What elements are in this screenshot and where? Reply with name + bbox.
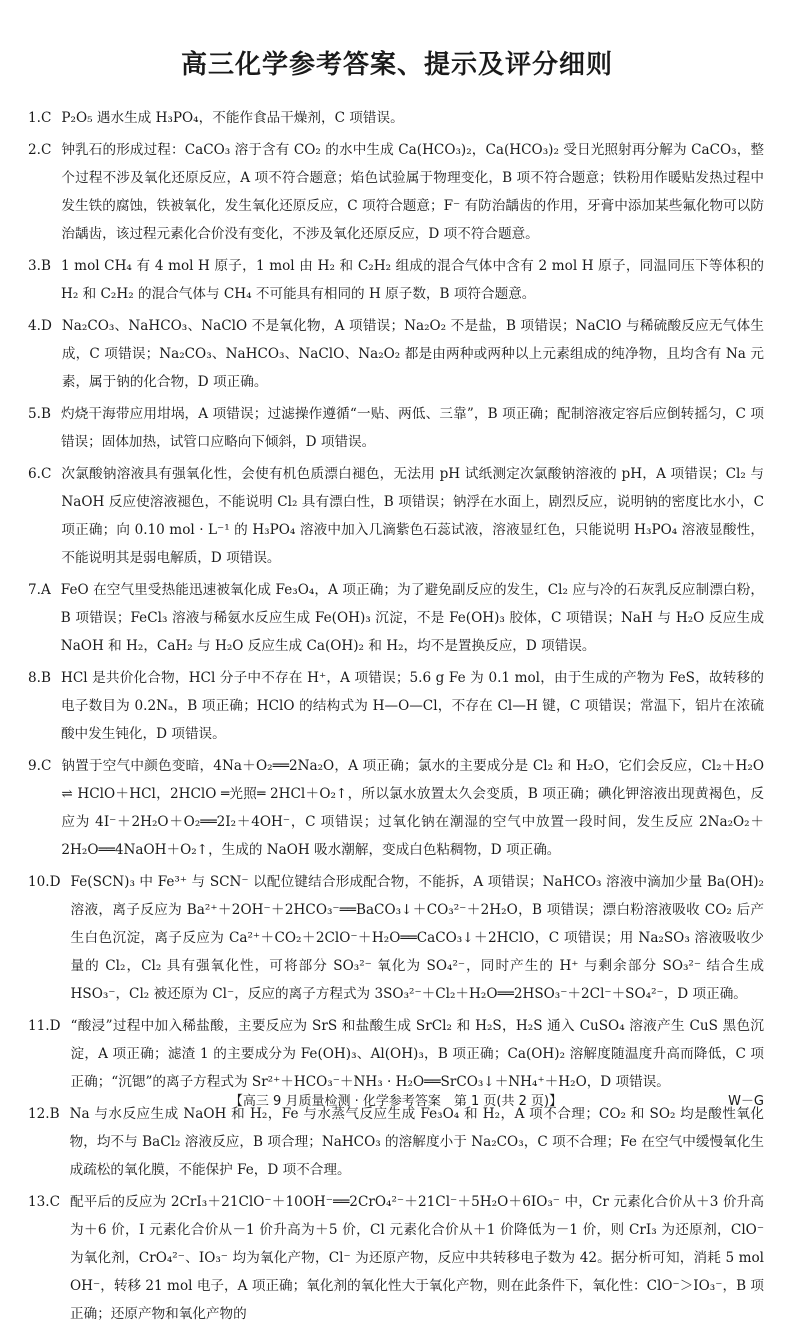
footer-page-info: 【高三 9 月质量检测 · 化学参考答案 第 1 页(共 2 页)】 <box>229 1094 563 1109</box>
answer-number: 4.D <box>28 318 52 334</box>
answer-item <box>28 1188 764 1328</box>
answer-number: 10.D <box>28 874 61 890</box>
answer-item <box>28 664 764 748</box>
answer-explanation: HCl 是共价化合物，HCl 分子中不存在 H⁺，A 项错误；5.6 g Fe 为 0.1 mol，由于生成的产物为 FeS，故转移的电子数目为 0.2Nₐ，B 项正确；HClO 的结构式为 H—O—Cl，不存在 Cl—H 键，C 项错误；常温下，铝片在浓硫酸中发生钝化，D 项错误。 <box>60 670 764 742</box>
answer-number: 8.B <box>28 670 51 686</box>
answer-item <box>28 1012 764 1096</box>
answer-number: 2.C <box>28 142 52 158</box>
answer-number: 9.C <box>28 758 52 774</box>
page-footer <box>28 1090 764 1114</box>
answer-number: 13.C <box>28 1194 61 1210</box>
answer-number: 6.C <box>28 466 52 482</box>
answer-explanation: 灼烧干海带应用坩埚，A 项错误；过滤操作遵循“一贴、两低、三靠”，B 项正确；配制溶液定容后应倒转摇匀，C 项错误；固体加热，试管口应略向下倾斜，D 项错误。 <box>60 406 764 450</box>
answer-item <box>28 136 764 248</box>
answer-item <box>28 868 764 1008</box>
answer-explanation: 钟乳石的形成过程：CaCO₃ 溶于含有 CO₂ 的水中生成 Ca(HCO₃)₂，Ca(HCO₃)₂ 受日光照射再分解为 CaCO₃，整个过程不涉及氧化还原反应，A 项不符合题意；焰色试验属于物理变化，B 项不符合题意；铁粉用作暖贴发热过程中发生铁的腐蚀，铁被氧化，发生氧化还原反应，C 项符合题意；F⁻ 有防治龋齿的作用，牙膏中添加某些氟化物可以防治龋齿，该过程元素化合价没有变化，不涉及氧化还原反应，D 项不符合题意。 <box>61 142 764 242</box>
answer-item <box>28 752 764 864</box>
answer-list <box>28 104 764 1332</box>
answer-explanation: 配平后的反应为 2CrI₃＋21ClO⁻＋10OH⁻══2CrO₄²⁻＋21Cl⁻＋5H₂O＋6IO₃⁻ 中，Cr 元素化合价从＋3 价升高为＋6 价，I 元素化合价从－1 价升高为＋5 价，Cl 元素化合价从＋1 价降低为－1 价，则 CrI₃ 为还原剂，ClO⁻ 为氧化剂，CrO₄²⁻、IO₃⁻ 均为氧化产物，Cl⁻ 为还原产物，反应中共转移电子数为 42。据分析可知，消耗 5 mol OH⁻，转移 21 mol 电子，A 项正确；氧化剂的氧化性大于氧化产物，则在此条件下，氧化性：ClO⁻＞IO₃⁻，B 项正确；还原产物和氧化产物的 <box>70 1194 764 1322</box>
answer-explanation: Na₂CO₃、NaHCO₃、NaClO 不是氧化物，A 项错误；Na₂O₂ 不是盐，B 项错误；NaClO 与稀硫酸反应无气体生成，C 项错误；Na₂CO₃、NaHCO₃、NaClO、Na₂O₂ 都是由两种或两种以上元素组成的纯净物，且均含有 Na 元素，属于钠的化合物，D 项正确。 <box>61 318 764 390</box>
answer-explanation: P₂O₅ 遇水生成 H₃PO₄，不能作食品干燥剂，C 项错误。 <box>61 110 404 126</box>
page-title: 高三化学参考答案、提示及评分细则 <box>180 50 613 80</box>
answer-number: 11.D <box>28 1018 61 1034</box>
answer-number: 1.C <box>28 110 52 126</box>
footer-code: W－G <box>728 1094 764 1109</box>
answer-explanation: 1 mol CH₄ 有 4 mol H 原子，1 mol 由 H₂ 和 C₂H₂ 组成的混合气体中含有 2 mol H 原子，同温同压下等体积的 H₂ 和 C₂H₂ 的混合气体与 CH₄ 不可能具有相同的 H 原子数，B 项符合题意。 <box>60 258 764 302</box>
answer-number: 7.A <box>28 582 51 598</box>
answer-item <box>28 312 764 396</box>
answer-item <box>28 104 764 132</box>
answer-explanation: “酸浸”过程中加入稀盐酸，主要反应为 SrS 和盐酸生成 SrCl₂ 和 H₂S，H₂S 通入 CuSO₄ 溶液产生 CuS 黑色沉淀，A 项正确；滤渣 1 的主要成分为 Fe(OH)₃、Al(OH)₃，B 项正确；Ca(OH)₂ 溶解度随温度升高而降低，C 项正确；“沉锶”的离子方程式为 Sr²⁺＋HCO₃⁻＋NH₃ · H₂O══SrCO₃↓＋NH₄⁺＋H₂O，D 项错误。 <box>70 1018 764 1090</box>
answer-explanation: 钠置于空气中颜色变暗，4Na＋O₂══2Na₂O，A 项正确；氯水的主要成分是 Cl₂ 和 H₂O，它们会反应，Cl₂＋H₂O ⇌ HClO＋HCl，2HClO ═光照═ 2HCl＋O₂↑，所以氯水放置太久会变质，B 项正确；碘化钾溶液出现黄褐色，反应为 4I⁻＋2H₂O＋O₂══2I₂＋4OH⁻，C 项错误；过氧化钠在潮湿的空气中放置一段时间，发生反应 2Na₂O₂＋2H₂O══4NaOH＋O₂↑，生成的 NaOH 吸水潮解，变成白色粘稠物，D 项正确。 <box>61 758 764 858</box>
answer-item <box>28 460 764 572</box>
answer-item <box>28 400 764 456</box>
answer-number: 5.B <box>28 406 51 422</box>
answer-explanation: Na 与水反应生成 NaOH 和 H₂，Fe 与水蒸气反应生成 Fe₃O₄ 和 H₂，A 项不合理；CO₂ 和 SO₂ 均是酸性氧化物，均不与 BaCl₂ 溶液反应，B 项合理；NaHCO₃ 的溶解度小于 Na₂CO₃，C 项不合理；Fe 在空气中缓慢氧化生成疏松的氧化膜，不能保护 Fe，D 项不合理。 <box>69 1106 764 1178</box>
answer-explanation: FeO 在空气里受热能迅速被氧化成 Fe₃O₄，A 项正确；为了避免副反应的发生，Cl₂ 应与冷的石灰乳反应制漂白粉，B 项错误；FeCl₃ 溶液与稀氨水反应生成 Fe(OH)₃ 沉淀，不是 Fe(OH)₃ 胶体，C 项错误；NaH 与 H₂O 反应生成 NaOH 和 H₂，CaH₂ 与 H₂O 反应生成 Ca(OH)₂ 和 H₂，均不是置换反应，D 项错误。 <box>60 582 764 654</box>
answer-item <box>28 252 764 308</box>
answer-number: 12.B <box>28 1106 60 1122</box>
answer-item <box>28 576 764 660</box>
answer-number: 3.B <box>28 258 51 274</box>
answer-explanation: 次氯酸钠溶液具有强氧化性，会使有机色质漂白褪色，无法用 pH 试纸测定次氯酸钠溶液的 pH，A 项错误；Cl₂ 与 NaOH 反应使溶液褪色，不能说明 Cl₂ 具有漂白性，B 项错误；钠浮在水面上，剧烈反应，说明钠的密度比水小，C 项正确；向 0.10 mol · L⁻¹ 的 H₃PO₄ 溶液中加入几滴紫色石蕊试液，溶液显红色，只能说明 H₃PO₄ 溶液显酸性，不能说明其是弱电解质，D 项错误。 <box>61 466 764 566</box>
answer-explanation: Fe(SCN)₃ 中 Fe³⁺ 与 SCN⁻ 以配位键结合形成配合物，不能拆，A 项错误；NaHCO₃ 溶液中滴加少量 Ba(OH)₂ 溶液，离子反应为 Ba²⁺＋2OH⁻＋2HCO₃⁻══BaCO₃↓＋CO₃²⁻＋2H₂O，B 项错误；漂白粉溶液吸收 CO₂ 后产生白色沉淀，离子反应为 Ca²⁺＋CO₂＋2ClO⁻＋H₂O══CaCO₃↓＋2HClO，C 项错误；用 Na₂SO₃ 溶液吸收少量的 Cl₂，Cl₂ 具有强氧化性，可将部分 SO₃²⁻ 氧化为 SO₄²⁻，同时产生的 H⁺ 与剩余部分 SO₃²⁻ 结合生成 HSO₃⁻，Cl₂ 被还原为 Cl⁻，反应的离子方程式为 3SO₃²⁻＋Cl₂＋H₂O══2HSO₃⁻＋2Cl⁻＋SO₄²⁻，D 项正确。 <box>70 874 764 1002</box>
